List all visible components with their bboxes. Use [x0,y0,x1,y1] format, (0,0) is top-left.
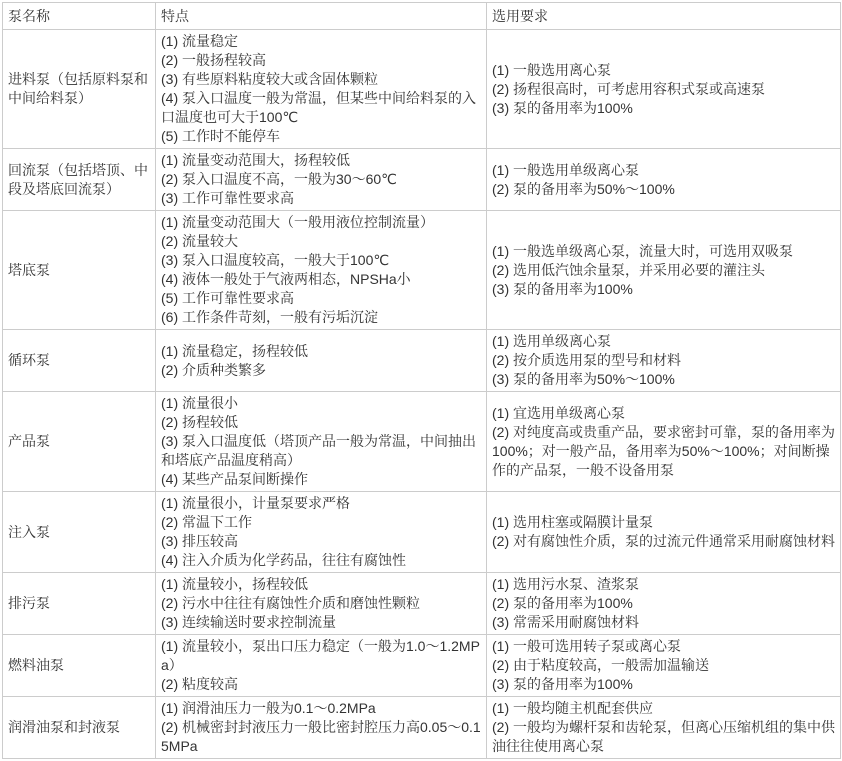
feature-item: (1) 流量很小 [161,395,238,411]
table-row [3,573,841,635]
table-row [3,635,841,697]
table-body [3,30,841,759]
requirement-item: (1) 一般可选用转子泵或离心泵 [492,638,681,654]
feature-item: (6) 工作条件苛刻，一般有污垢沉淀 [161,309,378,325]
requirement-item: (2) 对纯度高或贵重产品，要求密封可靠，泵的备用率为100%；对一般产品，备用率为50%～100%；对间断操作的产品泵，一般不设备用泵 [492,423,835,478]
pump-name-cell: 润滑油泵和封液泵 [3,697,156,759]
requirement-item: (3) 常需采用耐腐蚀材料 [492,614,639,630]
requirements-cell [487,697,841,759]
feature-item: (1) 流量较小，扬程较低 [161,576,308,592]
feature-item: (3) 工作可靠性要求高 [161,190,294,206]
feature-item: (5) 工作可靠性要求高 [161,290,294,306]
requirement-item: (2) 一般均为螺杆泵和齿轮泵，但离心压缩机组的集中供油往往使用离心泵 [492,719,835,754]
table-row [3,330,841,392]
requirements-cell [487,573,841,635]
feature-item: (4) 某些产品泵间断操作 [161,471,308,487]
table-row [3,392,841,492]
requirement-item: (2) 选用低汽蚀余量泵，并采用必要的灌注头 [492,261,765,278]
pump-name-cell: 燃料油泵 [3,635,156,697]
table-row [3,149,841,211]
requirements-cell [487,392,841,492]
feature-item: (2) 泵入口温度不高，一般为30～60℃ [161,171,397,187]
feature-item: (1) 润滑油压力一般为0.1～0.2MPa [161,700,376,716]
requirement-item: (2) 扬程很高时，可考虑用容积式泵或高速泵 [492,80,765,97]
feature-item: (4) 液体一般处于气液两相态，NPSHa小 [161,271,411,287]
feature-item: (3) 泵入口温度较高，一般大于100℃ [161,252,390,268]
feature-item: (4) 注入介质为化学药品，往往有腐蚀性 [161,552,406,568]
features-cell [156,30,487,149]
feature-item: (4) 泵入口温度一般为常温，但某些中间给料泵的入口温度也可大于100℃ [161,90,476,125]
pump-name-cell: 回流泵（包括塔顶、中段及塔底回流泵） [3,149,156,211]
requirements-cell [487,30,841,149]
feature-item: (2) 一般扬程较高 [161,52,266,68]
pump-name-cell: 进料泵（包括原料泵和中间给料泵） [3,30,156,149]
header-pump-name: 泵名称 [3,3,156,30]
requirements-cell [487,492,841,573]
requirement-item: (1) 一般选用离心泵 [492,61,611,78]
table-row [3,697,841,759]
requirement-item: (1) 选用柱塞或隔膜计量泵 [492,514,653,530]
feature-item: (1) 流量稳定，扬程较低 [161,342,308,359]
feature-item: (3) 有些原料粘度较大或含固体颗粒 [161,71,378,87]
table-row [3,211,841,330]
features-cell [156,149,487,211]
requirement-item: (2) 由于粘度较高，一般需加温输送 [492,657,709,673]
features-cell [156,635,487,697]
pump-name-cell: 注入泵 [3,492,156,573]
requirement-item: (1) 一般均随主机配套供应 [492,700,653,716]
feature-item: (1) 流量变动范围大，扬程较低 [161,152,350,168]
feature-item: (2) 流量较大 [161,233,238,249]
features-cell [156,573,487,635]
requirements-cell [487,211,841,330]
requirement-item: (1) 一般选用单级离心泵 [492,161,639,178]
requirement-item: (2) 对有腐蚀性介质，泵的过流元件通常采用耐腐蚀材料 [492,533,835,549]
requirements-cell [487,330,841,392]
feature-item: (1) 流量变动范围大（一般用液位控制流量） [161,214,434,230]
table-row [3,492,841,573]
pump-name-cell: 排污泵 [3,573,156,635]
requirement-item: (3) 泵的备用率为100% [492,676,633,692]
requirement-item: (3) 泵的备用率为100% [492,99,633,116]
header-requirements: 选用要求 [487,3,841,30]
features-cell [156,697,487,759]
table-header [3,3,841,30]
features-cell [156,330,487,392]
requirement-item: (2) 泵的备用率为100% [492,595,633,611]
feature-item: (5) 工作时不能停车 [161,128,280,144]
features-cell [156,392,487,492]
requirements-cell [487,149,841,211]
requirement-item: (3) 泵的备用率为50%～100% [492,371,675,387]
feature-item: (2) 机械密封封液压力一般比密封腔压力高0.05～0.15MPa [161,719,481,754]
pump-name-cell: 循环泵 [3,330,156,392]
feature-item: (2) 介质种类繁多 [161,361,266,378]
features-cell [156,211,487,330]
feature-item: (3) 连续输送时要求控制流量 [161,614,336,630]
feature-item: (3) 排压较高 [161,533,238,549]
features-cell [156,492,487,573]
header-row [3,3,841,30]
requirement-item: (1) 选用污水泵、渣浆泵 [492,576,639,592]
requirement-item: (1) 选用单级离心泵 [492,333,611,349]
feature-item: (1) 流量很小，计量泵要求严格 [161,495,350,511]
feature-item: (2) 常温下工作 [161,514,252,530]
header-features: 特点 [156,3,487,30]
feature-item: (1) 流量稳定 [161,33,238,49]
requirement-item: (2) 按介质选用泵的型号和材料 [492,352,681,368]
feature-item: (1) 流量较小，泵出口压力稳定（一般为1.0～1.2MPa） [161,638,480,673]
pump-selection-table [2,2,841,759]
pump-name-cell: 塔底泵 [3,211,156,330]
table-row [3,30,841,149]
feature-item: (2) 扬程较低 [161,414,238,430]
feature-item: (3) 泵入口温度低（塔顶产品一般为常温，中间抽出和塔底产品温度稍高） [161,433,476,468]
requirement-item: (1) 一般选单级离心泵，流量大时，可选用双吸泵 [492,242,793,259]
pump-name-cell: 产品泵 [3,392,156,492]
feature-item: (2) 粘度较高 [161,676,238,692]
requirements-cell [487,635,841,697]
requirement-item: (3) 泵的备用率为100% [492,280,633,297]
requirement-item: (1) 宜选用单级离心泵 [492,404,625,421]
requirement-item: (2) 泵的备用率为50%～100% [492,180,675,197]
feature-item: (2) 污水中往往有腐蚀性介质和磨蚀性颗粒 [161,595,420,611]
